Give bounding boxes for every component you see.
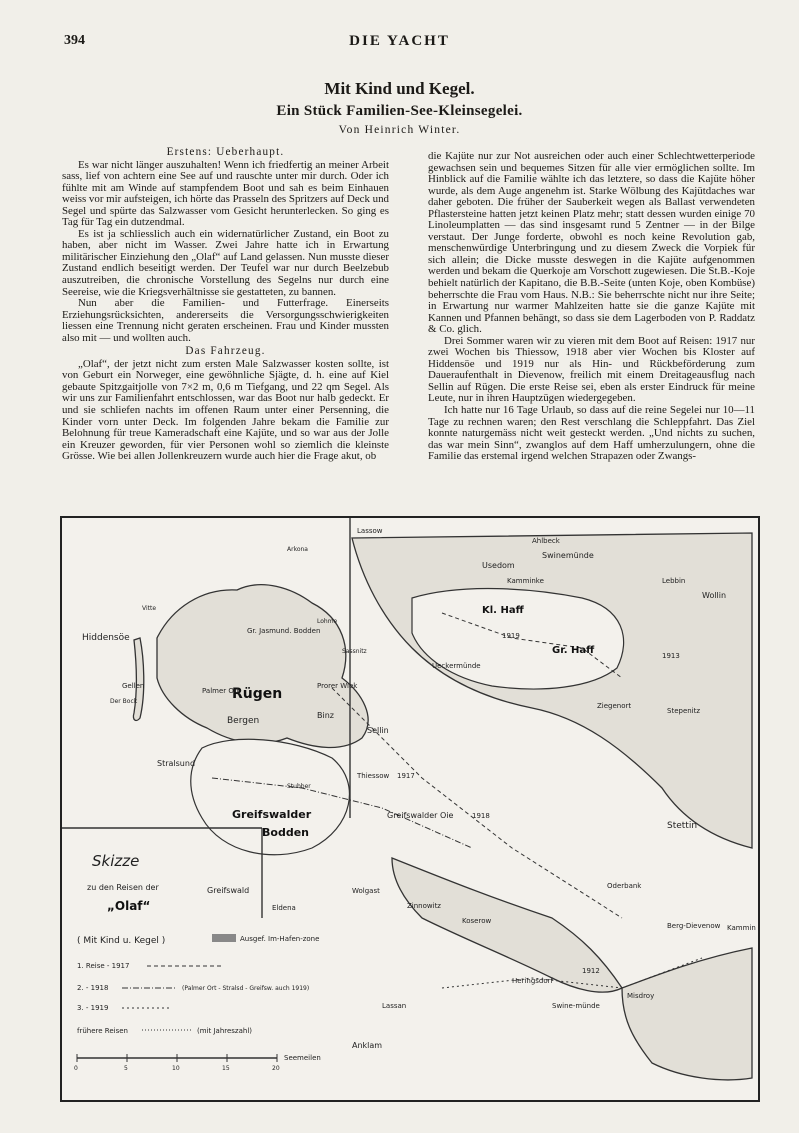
place-label: Gr. Jasmund. Bodden [247, 627, 321, 635]
place-label: 1917 [397, 772, 415, 780]
place-label: Gellen [122, 682, 145, 690]
paragraph: Drei Sommer waren wir zu vieren mit dem Boot auf Reisen: 1917 nur zwei Wochen bis Thiessow, 1918 aber vier Wochen bis Kloster auf Hiddensöe und 1919 nur als Hin- und Rückbeförderung zum Daueraufenthalt in Dievenow, freilich mit einem Dreitageausflug nach Sellin auf Rügen. Die erste Reise sei, eben als erster Eindruck für meine Leute, nur in ihren Hauptzügen wiedergegeben. [428, 334, 755, 405]
place-label: Kl. Haff [482, 605, 524, 616]
scale-tick: 10 [172, 1065, 180, 1072]
place-label: Hiddensöe [82, 633, 130, 643]
place-label: Lohme [317, 618, 338, 625]
place-label: Prorer Wiek [317, 682, 358, 690]
place-label: Greifswalder Oie [387, 811, 454, 820]
place-label: Oderbank [607, 882, 642, 890]
place-label: Stettin [667, 821, 698, 831]
place-label: Heringsdorf [512, 977, 553, 985]
place-label: Swine-münde [552, 1002, 600, 1010]
running-head: DIE YACHT [349, 33, 450, 49]
map-drawing [62, 518, 758, 1100]
hiddensoe-island [133, 638, 143, 720]
paragraph: Es war nicht länger auszuhalten! Wenn ich friedfertig an meiner Arbeit sass, lief von achtern eine See auf und rauschte unter mir durch. Oder ich fühlte mit am Winde auf stampfendem Boot und sah es beim Einhauen weiss vor mir aufsteigen, ich hörte das Prasseln des Spritzers auf Deck und Segel und spürte das Salzwasser vom Gesicht herunterlecken. So ging es Tag für Tag ein dutzendmal. [62, 158, 389, 229]
article-column-right [428, 151, 755, 513]
legend-text: 2. - 1918 [77, 984, 109, 992]
place-label: Berg-Dievenow [667, 922, 721, 930]
legend-text: (mit Jahreszahl) [197, 1027, 253, 1035]
place-label: Bergen [227, 716, 260, 726]
place-label: Palmer Ort [202, 687, 240, 695]
place-label: Wollin [702, 591, 727, 600]
place-label: Vitte [142, 605, 157, 612]
place-label: Rügen [232, 686, 283, 702]
section-heading: Erstens: Ueberhaupt. [166, 147, 285, 158]
legend-text: 3. - 1919 [77, 1004, 109, 1012]
ruegen-island [157, 585, 368, 748]
place-label: Der Bock [110, 698, 138, 705]
place-label: Sassnitz [342, 648, 367, 655]
place-label: Thiessow [357, 772, 390, 780]
place-label: Zinnowitz [407, 902, 441, 910]
paragraph: Ich hatte nur 16 Tage Urlaub, so dass auf die reine Segelei nur 10—11 Tage zu rechnen waren; den Rest verschlang die Schleppfahrt. Das Ziel konnte naturgemäss nicht weit gesteckt werden. „Und nichts zu suchen, das war mein Sinn“, zwanglos auf dem Haff umherzulungern, ohne die Familie das erstemal irgend welchen Strapazen oder Zwangs- [428, 404, 755, 463]
place-label: Stralsund [157, 759, 196, 768]
legend-title: Skizze [92, 852, 140, 870]
paragraph: Es ist ja schliesslich auch ein widernatürlicher Zustand, ein Boot zu haben, aber nicht im Wasser. Zwei Jahre hatte ich in Erwartung militärischer Einziehung den „Olaf“ auf Land gelassen. Nun musste dieser Zustand endlich beseitigt werden. Der Teufel war nur durch Beelzebub auszutreiben, die chronische Vorstellung des Segelns nur durch eine Seereise, wie die Kriegsverhältnisse sie gestatteten, zu bannen. [62, 227, 389, 298]
place-label: Swinemünde [542, 551, 594, 560]
legend-text: 1. Reise - 1917 [77, 962, 130, 970]
scale-tick: 20 [272, 1065, 280, 1072]
place-label: Lassow [357, 527, 383, 535]
place-label: Ueckermünde [432, 662, 481, 670]
place-label: Stubber [287, 783, 311, 790]
legend-text: Ausgef. Im-Hafen-zone [240, 935, 320, 943]
place-label: Kammin [727, 924, 756, 932]
page-number: 394 [64, 33, 85, 48]
place-label: Eldena [272, 904, 296, 912]
place-label: Stepenitz [667, 707, 701, 715]
place-label: Misdroy [627, 992, 655, 1000]
legend-swatch [212, 934, 236, 942]
place-label: Lassan [382, 1002, 407, 1010]
place-label: Gr. Haff [552, 645, 595, 656]
article-column-left [62, 147, 389, 513]
wollin-coast [622, 948, 752, 1080]
article-title: Mit Kind und Kegel. [324, 79, 475, 98]
place-label: Kamminke [507, 577, 544, 585]
scale-label: Seemeilen [284, 1054, 321, 1062]
place-label: Anklam [352, 1041, 383, 1050]
sketch-map [60, 516, 760, 1102]
place-label: Koserow [462, 917, 492, 925]
legend-text: frühere Reisen [77, 1027, 128, 1035]
place-label: 1912 [582, 967, 600, 975]
article-subtitle: Ein Stück Familien-See-Kleinsegelei. [276, 103, 523, 119]
place-label: 1919 [502, 632, 520, 640]
place-label: 1913 [662, 652, 680, 660]
place-label: Greifswald [207, 886, 250, 895]
map-legend [74, 852, 321, 1072]
legend-text: zu den Reisen der [87, 883, 159, 892]
legend-text: ( Mit Kind u. Kegel ) [77, 936, 166, 946]
place-label: Binz [317, 711, 334, 720]
place-label: Greifswalder [232, 808, 312, 821]
scale-tick: 15 [222, 1065, 230, 1072]
place-label: Wolgast [352, 887, 380, 895]
article-byline: Von Heinrich Winter. [338, 124, 461, 136]
paragraph: Nun aber die Familien- und Futterfrage. Einerseits Erziehungsrücksichten, andererseits die Versorgungsschwierigkeiten liessen eine Trennung nicht geraten erscheinen. Frau und Kinder mussten also mit — und wollten auch. [62, 297, 389, 344]
place-label: Bodden [262, 826, 309, 839]
scale-tick: 5 [124, 1065, 128, 1072]
place-label: Sellin [367, 726, 389, 735]
section-heading: Das Fahrzeug. [185, 345, 266, 358]
place-label: Ahlbeck [532, 537, 560, 545]
haff-shore [352, 533, 752, 848]
paragraph: die Kajüte nur zur Not ausreichen oder auch einer Schlechtwetterperiode gewachsen sein und bequemes Sitzen für alle vier ermöglichen sollte. Im Hinblick auf die Familie wählte ich das letztere, so dass die Kajüte höher wurde, als dem Auge angenehm ist. Starke Wölbung des Kajütdaches war daher geboten. Die früher der Sauberkeit wegen als Ballast verwendeten Pflastersteine hatten jetzt keinen Platz mehr; statt dessen wurden einige 70 Linoleumplatten — das sind insgesamt rund 5 Zentner — in der Bilge verstaut. Der Junge forderte, obwohl es noch keine Revolution gab, menschenwürdige Unterbringung und zu diesem Zweck die Vorpiek für sich allein; die Dicke musste deswegen in die Kajüte aufgenommen werden und bekam die Querkoje am Vorschott zugewiesen. Die St.B.-Koje behielt natürlich der Kapitano, die B.B.-Seite (unten Koje, oben Kombüse) beherrschte die Frau vom Haus. N.B.: Sie beherrschte nicht nur ihre Seite; in Erwartung nur warmer Mahlzeiten hatte sie die ganze Kajüte mit Kannen und Pfannen behängt, so dass sie dem Lagerboden von P. Raddatz & Co. glich. [428, 151, 755, 336]
paragraph: „Olaf“, der jetzt nicht zum ersten Male Salzwasser kosten sollte, ist von Geburt ein Norweger, eine gewöhnliche Sjägte, d. h. eine auf Kiel gebaute Spitzgaitjolle von 7×2 m, 0,6 m Tiefgang, und 22 qm Segel. Als wir uns zur Familienfahrt entschlossen, war das Boot nur halb gedeckt. Er und sie schliefen nachts im offenen Raum unter einer Persenning, die Kinder vorn unter Deck. Im folgenden Jahre bekam die Familie zur Belohnung für treue Kameradschaft eine Kajüte, und so war aus der Jolle ein Kreuzer geworden, für vier Personen wohl so ziemlich die kleinste Grösse. Wie bei allen Jollenkreuzern wurde auch hier die Frage akut, ob [62, 357, 389, 463]
legend-text: (Palmer Ort - Stralsd - Greifsw. auch 1919) [182, 985, 310, 992]
legend-text: „Olaf“ [107, 899, 151, 913]
place-label: Ziegenort [597, 702, 632, 710]
place-label: 1918 [472, 812, 490, 820]
place-label: Lebbin [662, 577, 686, 585]
place-label: Usedom [482, 561, 515, 570]
scale-tick: 0 [74, 1065, 78, 1072]
place-label: Arkona [287, 546, 308, 553]
